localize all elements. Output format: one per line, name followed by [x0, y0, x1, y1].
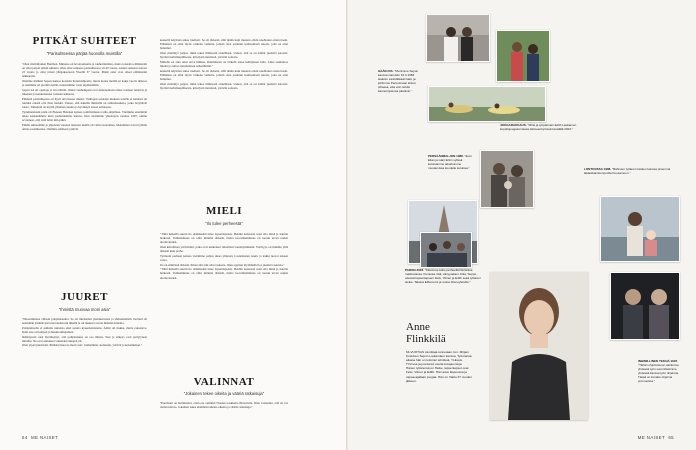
section-subtitle-juuret: "Ihmistä muovaa moni asia" [58, 307, 111, 312]
page-number: 65 [668, 435, 674, 440]
paragraph: Olemme miiheni Sepon kanssa kotoisin Pertuntahjoelta, mutta koska meillä on kaksi vuotta ikäeroa ja asuimme eri puolilla kylää, tutustuimme vasta myöhemmin. [22, 79, 147, 88]
body-column-1b [22, 317, 147, 437]
caption-heading: JOOGARAKKAUS. [500, 123, 527, 127]
portrait-last-name: Flinkkilä [406, 332, 446, 345]
portrait-bio: 64-VUOTIAS toimittaja tunnetaan mm. Mirjam Koskinen Sepon Lautamäen kanssa. Työuransa aikana hän on toiminut lehdissä, YLEssä, TV2:ssa ja juontanut useita kuvajuontoja. Hänen tyttärensä on Heike, lapsenlapset ovat Felix, Vilmer ja Edith. Hän asuu Espoossa ja vapaa-ajallaan joogaa. Hän on Viattu 37 vuoden jälkeen. [406, 350, 472, 383]
yoga-photo [428, 86, 546, 122]
body-column-2b [160, 232, 288, 372]
paragraph: Pitkässä parisuhteessa on hyvä olla huono muisti. Vanhojen asioiden mukaan toisille ei kannata tai tuntuisi edestä olla liian herkkä. Uskon, että kaikilla ihmisillä on ominaisuuksia, jotka ärsyttävät toista. Tärkeintä on löytää yhteinen suunta ja hyväksyä toisen erilaisuus. [22, 96, 147, 110]
magazine-name: ME NAISET [637, 435, 666, 440]
wedding-photo [426, 14, 490, 62]
family-photo [420, 232, 472, 268]
body-column-2 [160, 38, 288, 198]
caption-heading: PERSÄÄNMALJON 1988. [428, 154, 464, 158]
family-photo-image [421, 233, 472, 268]
paragraph: "Nuoremmana vihasin pohjalaisuutta. Se oli mielestäni yksinkertaista ja ahdasmielistä. Isolleni oli enemmän ymmärrystä nuoruudessani lähellä ja oli mukava tavata ihmisiä muualta. [22, 317, 147, 326]
paragraph: keskellä käyttäen aikaa itselleni. Se oli tärkeää, sillä ikään kuin muuten olisin unohtanut oman itseni. Elämässä on ollut myös vaikeita vaiheita, jolloin olen joutunut kohtaamaan asioita, joita en olisi halunnut. [160, 68, 288, 81]
magazine-name: ME NAISET [30, 435, 59, 440]
caption-text: "Enni Elian ja isäni Erkin sylissä kotoisamme aikoihumme muutamissa kuudelle kuluissa." [428, 154, 472, 170]
folio-left [22, 435, 58, 440]
page-number: 64 [22, 435, 28, 440]
paragraph: Olen ylpeä juuristani. Ihmistä muovaa moni asia: vanhemmat, kotiseutu, ystävät ja kokemukset." [22, 343, 143, 348]
anne-portrait-photo [490, 272, 588, 420]
body-column-1 [22, 62, 147, 280]
paragraph: Olen miettinyt paljon, mikä tekee ihmisestä onnellisen. Uskon, että se on kiinni pienistä asioista: hyvästä kahvikupillisesta, kävelystä metsässä, ystävän soitosta. [160, 50, 288, 60]
london-photo [600, 196, 680, 262]
caption-london [584, 168, 680, 176]
paragraph: Sepon isä oli opettaja ja isä erittäin. Onnet vanhempani ovat nimenomaan olleet toisiaan tuntevia ja tukeneet ja kannustaneet toisiaan kaikessa. [22, 87, 147, 97]
section-subtitle-mieli: "Ilo tulee perheestä" [205, 221, 243, 226]
caption-tv-show [638, 360, 686, 383]
anne-portrait-image [490, 272, 588, 420]
wedding-photo-image [427, 15, 490, 62]
garden-photo [496, 30, 550, 82]
section-subtitle-valinnat: "Jokainen tekee oikeita ja vääriä ratkaisuja" [183, 391, 265, 396]
tv-show-photo [610, 272, 680, 340]
caption-heading: PARIISI 2023. [405, 268, 424, 272]
garden-photo-image [497, 31, 550, 82]
caption-heading: HÄÄKUVA. [378, 69, 394, 73]
caption-text: "Kävimme koko perheellä Pariisissa matkustassa. Kuvassa miiä, vävypoikani Jirka, Seppo, odessä lapsenlapseni Felix, Vilmer ja Edith sekä tyttäreni Heike. Takana Eiffel-torni ja reissu Disneylandiin." [405, 268, 481, 284]
caption-heading: INHIMILLINEN TEKIJÄ 1997. [638, 359, 679, 363]
london-photo-image [601, 197, 680, 262]
childhood-photo [480, 150, 534, 208]
section-title-valinnat: VALINNAT [193, 376, 255, 388]
portrait-name [406, 322, 486, 345]
section-title-juuret: JUURET [60, 291, 108, 303]
paragraph: Pitkän suhteemme ja yhteisten vuosien ansiosta meillä oli vahva luottamus. Molemmat toivat työhön oman osaamisensa. Olemme edelleen ystäviä. [22, 122, 147, 131]
portrait-first-name: Anne [406, 321, 430, 333]
paragraph: "Puolisoni on harmittelut, etten ole valinnut Nokian osakkeita 80-luvulla. Olen vastannut, että en voi tietää tulevaa. Jokainen tekee elämänsä aikana oikeita ja vääriä ratkaisuja." [160, 401, 288, 410]
folio-right [638, 435, 674, 440]
paragraph: "Olen riistiriitainen Bomben. Minussa on levottomuutta ja rauhoittumista, mutta toisaalta elämässäni on ollut paljon pitkiä suhteita. Olen ollut samassa parisuhteessa yli 40 vuotta, asunut samassa talossa 23 vuotta ja ollut töissä yhtäjaksoisesti Yleellä 37 vuotta. Pitkät asiat ovat olleet elämässäni ankkureita. [22, 62, 147, 79]
caption-text: "Tähän ohjelmistoon aloitimme yhdessä työn suunnittelimme yhdessä kanssa työn ohjelmia. Tässä on kuvattu ohjelma promootioa." [638, 362, 679, 383]
paragraph: keskellä käyttäen aikaa itselleni. Se oli tärkeää, sillä ikään kuin muuten olisin unohtanut oman itseni. Elämässä on ollut myös vaikeita vaiheita, jolloin olen joutunut kohtaamaan asioita, joita en olisi halunnut. [160, 38, 288, 51]
caption-childhood [428, 155, 476, 171]
caption-text: "Minä ja työparinani Edith Laukamen kuppilojoogatunnassa Hämeenkyrössä keväällä 2023." [500, 123, 577, 131]
section-title-pitkat-suhteet: PITKÄT SUHTEET [32, 35, 137, 47]
childhood-photo-image [481, 151, 534, 208]
paragraph: Ilo on elämässä tärkeää. Ilman sitä arki olisi raskasta. Olen oppinut löytämään iloa pienistä asioista." [160, 262, 285, 267]
paragraph: Minulla on aina ollut tarve liikkua. Ruumiiseen on tärkeää antaa kehityksen tulla. Liike rauhoittaa mieltä ja auttaa ajattelemaan selkeämmin." [160, 59, 288, 68]
section-subtitle-pitkat-suhteet: "Parisuhteessa pärjää huonolla muistilla" [46, 51, 123, 56]
caption-yoga [500, 124, 596, 132]
paragraph: Työuhtenistani pisin oli Eknoen Helenan kanssa toimittamassa radio-ohjelmaa. Vietimme enemmän aikaa keskenämme kuin perheidemme kanssa. Kun aloitimme yhteistyön vuonna 1997, emme arvanneet, että siitä tulisi niin pitkä. [22, 109, 147, 123]
paragraph: "Tällä hetkellä suurin ilo elämässäni tulee lapsenlapsista. Heidän kanssaan saan olla läsnä ja nauttia hetkestä. Vanhemmuus on ollut minulle tärkeää, mutta isovanhemmuus on tuonut aivan uuden ulottuvuuden. [160, 267, 288, 280]
paragraph: Olen kiitollinen ystävistäni, jotka ovat kulkeneet rinnallani vuosikymmeniä. Ystävyys on minulle yhtä tärkeää kuin perhe. [160, 244, 288, 254]
paragraph: Tyttäreni perheen kanssa vietämme paljon aikaa yhdessä. Lastenlasten nauru ja leikki tuovat arkeen valoa. [160, 253, 288, 262]
caption-wedding [378, 70, 424, 93]
tv-show-photo-image [611, 273, 680, 340]
body-column-2c [160, 401, 288, 437]
section-title-mieli: MIELI [205, 205, 243, 217]
yoga-photo-image [429, 87, 546, 122]
paragraph: Ikääntyessä olen hyväksynyt, että pohjalaisuus on osa minua. Sisu ja sitkeys ovat periytyneet minulle. Ne ovat auttaneet vaikeiden aikojen yli. [22, 334, 147, 343]
caption-text: "Menimme Sepon kanssa naimisiin 10.3.1984. Halusin vauhdikkaat häät, ja juhlimme Pertunmaan kirkon pihassa, että voin tehdä kauneimpiensa päivänä." [378, 69, 419, 93]
paragraph: "Tällä hetkellä suurin ilo elämässäni tulee lapsenlapsista. Heidän kanssaan saan olla läsnä ja nauttia hetkestä. Vanhemmuus on ollut minulle tärkeää, mutta isovanhemmuus on tuonut aivan uuden ulottuvuuden. [160, 232, 288, 245]
caption-paris [405, 269, 487, 285]
paragraph: Pohjanmaalla ei puhuttu tunteista eikä asioita kyseenalaistettu. Äitini oli tiukka, mutta rakastava. Isäni taas oli lempeä ja huumorintajuinen. [22, 325, 147, 334]
caption-text: "Bahmien tyttäreni Heiken kanssa pinemmä lakiaiskamkumpuolla Kuusamoon." [584, 167, 671, 175]
right-page [348, 0, 696, 450]
paragraph: Olen miettinyt paljon, mikä tekee ihmisestä onnellisen. Uskon, että se on kiinni pienistä asioista: hyvästä kahvikupillisesta, kävelystä metsässä, ystävän soitosta. [160, 81, 288, 90]
caption-heading: LONTOOSSA 1988. [584, 167, 612, 171]
